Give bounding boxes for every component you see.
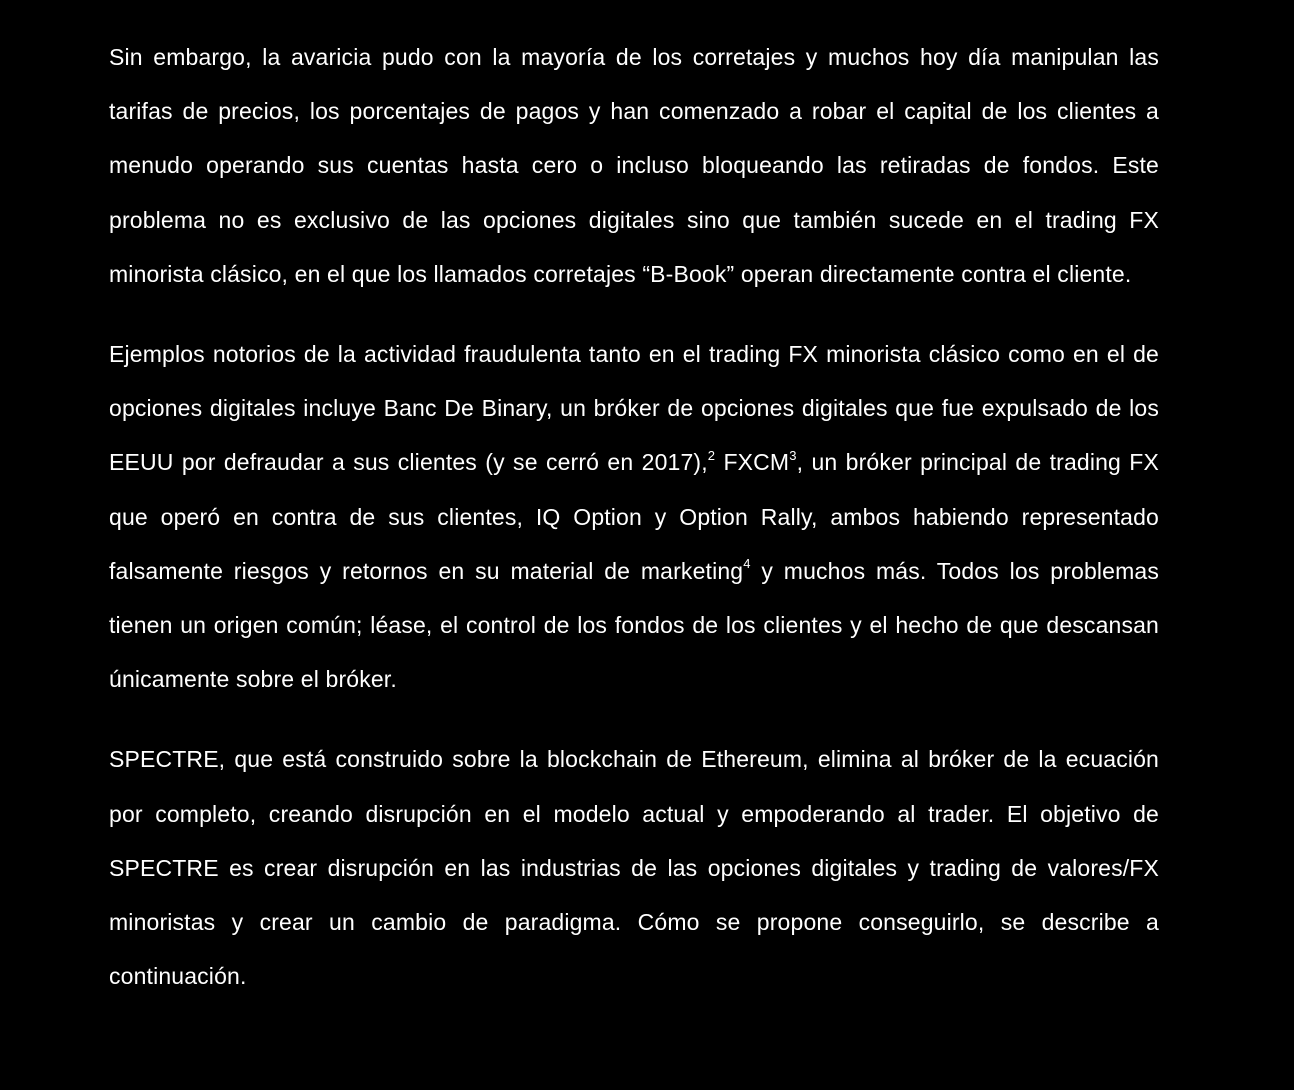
paragraph-greed-brokerages: Sin embargo, la avaricia pudo con la mayoría de los corretajes y muchos hoy día manipulan las tarifas de precios, los porcentajes de pagos y han comenzado a robar el capital de los clientes a menudo operando sus cuentas hasta cero o incluso bloqueando las retiradas de fondos. Este problema no es exclusivo de las opciones digitales sino que también sucede en el trading FX minorista clásico, en el que los llamados corretajes “B-Book” operan directamente contra el cliente. xyxy=(109,44,1159,287)
footnote-ref-2[interactable]: 2 xyxy=(707,447,716,463)
paragraph-fraud-examples xyxy=(109,327,1159,706)
paragraph-text-segment: FXCM xyxy=(715,449,790,476)
paragraph-text-segment: y muchos más. Todos los problemas tienen un origen común; léase, el control de los fondos de los clientes y el hecho de que descansan únicamente sobre el bróker. xyxy=(109,557,1159,693)
paragraph-spectre-solution: SPECTRE, que está construido sobre la blockchain de Ethereum, elimina al bróker de la ecuación por completo, creando disrupción en el modelo actual y empoderando al trader. El objetivo de SPECTRE es crear disrupción en las industrias de las opciones digitales y trading de valores/FX minoristas y crear un cambio de paradigma. Cómo se propone conseguirlo, se describe a continuación. xyxy=(109,746,1159,990)
footnote-ref-4[interactable]: 4 xyxy=(743,556,751,572)
document-body xyxy=(109,30,1159,1003)
footnote-ref-3[interactable]: 3 xyxy=(789,447,797,463)
paragraph-text-segment: , un bróker principal de trading FX que operó en contra de sus clientes, IQ Option y Option Rally, ambos habiendo representado falsamente riesgos y retornos en su material de marketing xyxy=(109,449,1159,584)
paragraph-text-segment: Ejemplos notorios de la actividad fraudulenta tanto en el trading FX minorista clásico como en el de opciones digitales incluye Banc De Binary, un bróker de opciones digitales que fue expulsado de los EEUU por defraudar a sus clientes (y se cerró en 2017), xyxy=(109,341,1159,476)
